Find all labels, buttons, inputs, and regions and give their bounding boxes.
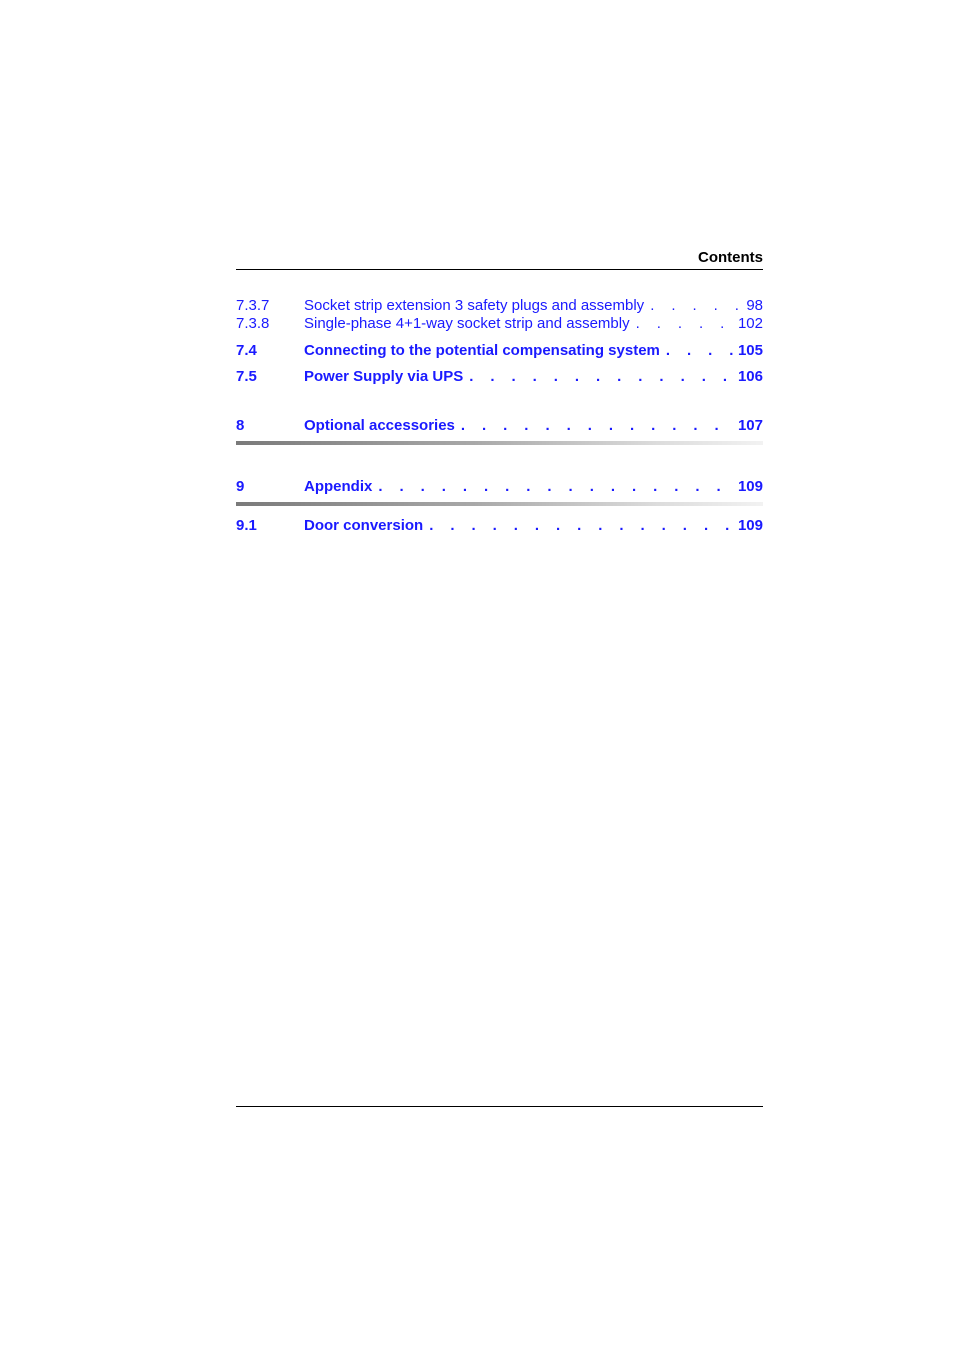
chapter-rule xyxy=(236,441,763,445)
toc-title: Socket strip extension 3 safety plugs and assembly xyxy=(304,297,645,314)
toc-number: 8 xyxy=(236,417,245,434)
toc-dot-leader xyxy=(666,342,736,359)
toc-number: 9 xyxy=(236,478,245,495)
toc-title: Appendix xyxy=(304,478,373,495)
toc-title: Optional accessories xyxy=(304,417,455,434)
toc-number: 7.3.8 xyxy=(236,315,270,332)
toc-entry-9[interactable] xyxy=(236,478,763,498)
toc-entry-7-5[interactable] xyxy=(236,368,763,388)
chapter-rule xyxy=(236,502,763,506)
footer-rule xyxy=(236,1106,763,1107)
toc-page-number: 109 xyxy=(737,517,763,534)
toc-page-number: 107 xyxy=(737,417,763,434)
toc-number: 7.5 xyxy=(236,368,257,385)
toc-entry-7-3-7[interactable] xyxy=(236,297,763,317)
header-rule xyxy=(236,269,763,270)
toc-title: Power Supply via UPS xyxy=(304,368,464,385)
toc-dot-leader xyxy=(378,478,736,495)
toc-title: Door conversion xyxy=(304,517,424,534)
toc-dot-leader xyxy=(650,297,744,314)
toc-page-number: 106 xyxy=(737,368,763,385)
toc-dot-leader xyxy=(429,517,736,534)
toc-dot-leader xyxy=(636,315,736,332)
toc-page-number: 98 xyxy=(746,297,763,314)
toc-page-number: 102 xyxy=(737,315,763,332)
toc-dot-leader xyxy=(469,368,736,385)
toc-entry-9-1[interactable] xyxy=(236,517,763,537)
toc-entry-7-4[interactable] xyxy=(236,342,763,362)
toc-title: Single-phase 4+1-way socket strip and assembly xyxy=(304,315,630,332)
toc-number: 7.4 xyxy=(236,342,257,359)
toc-entry-8[interactable] xyxy=(236,417,763,437)
toc-number: 7.3.7 xyxy=(236,297,270,314)
toc-page-number: 109 xyxy=(737,478,763,495)
toc-page-number: 105 xyxy=(737,342,763,359)
toc-title: Connecting to the potential compensating system xyxy=(304,342,660,359)
toc-number: 9.1 xyxy=(236,517,257,534)
toc-dot-leader xyxy=(461,417,736,434)
toc-entry-7-3-8[interactable] xyxy=(236,315,763,335)
page-header-title: Contents xyxy=(698,249,763,266)
